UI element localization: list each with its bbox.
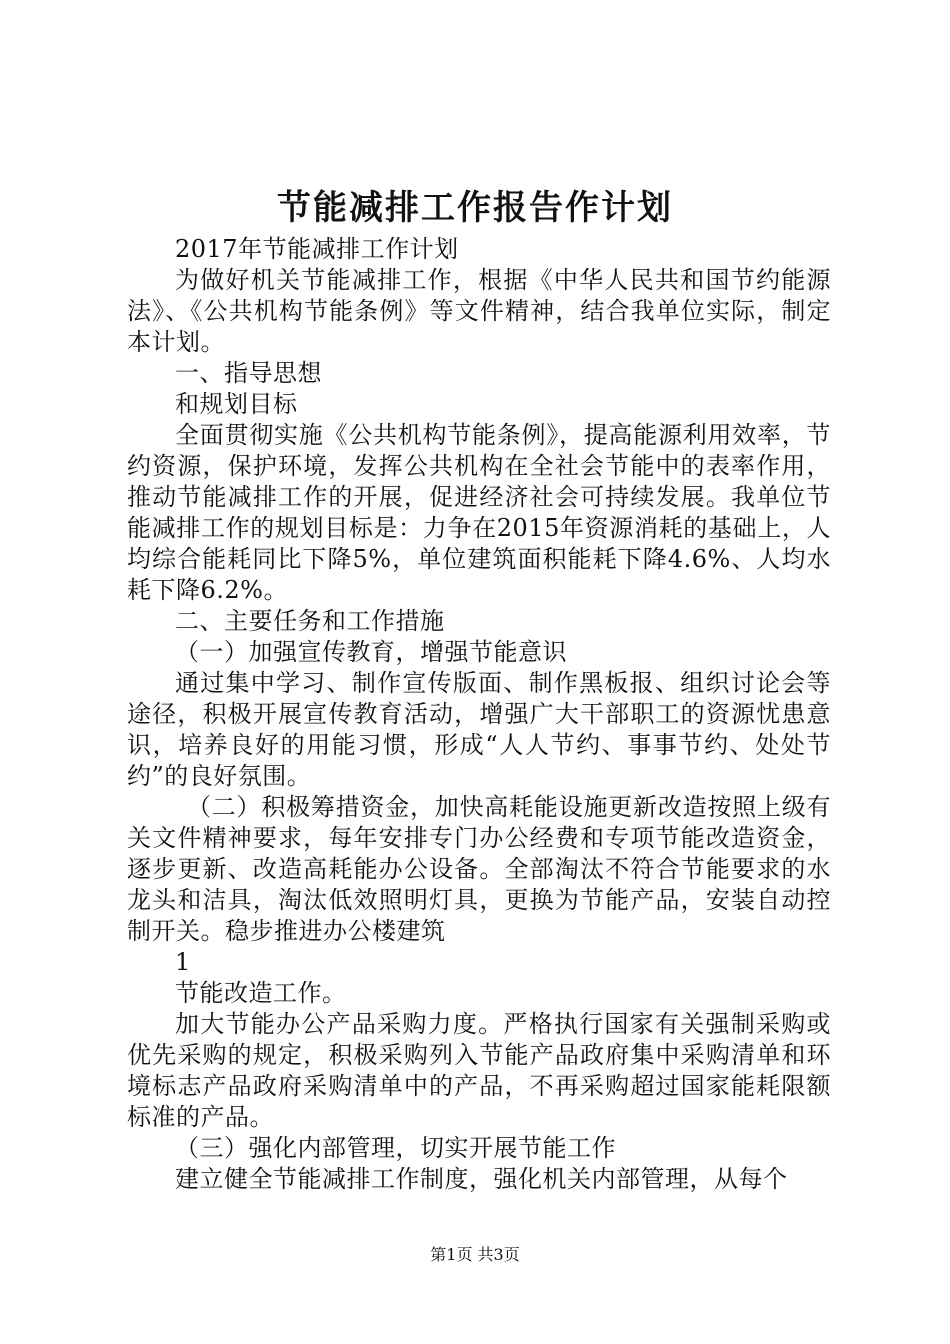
paragraph-internal-management: 建立健全节能减排工作制度，强化机关内部管理，从每个	[175, 1165, 788, 1193]
page-number-marker: 1	[175, 948, 191, 976]
subsection-heading-publicity: （一）加强宣传教育，增强节能意识	[175, 638, 567, 666]
subsection-heading-internal-management: （三）强化内部管理，切实开展节能工作	[175, 1134, 616, 1162]
paragraph-procurement: 加大节能办公产品采购力度。严格执行国家有关强制采购或优先采购的规定，积极采购列入节能产品政府集中采购清单和环境标志产品政府采购清单中的产品，不再采购超过国家能耗限额标准的产品。	[127, 1010, 831, 1131]
paragraph-plan-heading: 2017年节能减排工作计划	[175, 235, 459, 263]
paragraph-funding: （二）积极筹措资金，加快高耗能设施更新改造按照上级有关文件精神要求，每年安排专门办公经费和专项节能改造资金，逐步更新、改造高耗能办公设备。全部淘汰不符合节能要求的水龙头和洁具，淘汰低效照明灯具，更换为节能产品，安装自动控制开关。稳步推进办公楼建筑	[127, 793, 831, 945]
document-title: 节能减排工作报告作计划	[277, 188, 673, 228]
paragraph-retrofit: 节能改造工作。	[175, 979, 347, 1007]
paragraph-intro: 为做好机关节能减排工作，根据《中华人民共和国节约能源法》、《公共机构节能条例》等文件精神，结合我单位实际，制定本计划。	[127, 266, 831, 356]
section-heading-planning-goals: 和规划目标	[175, 390, 298, 418]
page-footer: 第1页 共3页	[430, 1245, 520, 1264]
paragraph-publicity: 通过集中学习、制作宣传版面、制作黑板报、组织讨论会等途径，积极开展宣传教育活动，增强广大干部职工的资源忧患意识，培养良好的用能习惯，形成“人人节约、事事节约、处处节约”的良好氛围。	[127, 669, 831, 790]
section-heading-main-tasks: 二、主要任务和工作措施	[175, 607, 445, 635]
document-body	[127, 234, 831, 1195]
paragraph-goals: 全面贯彻实施《公共机构节能条例》，提高能源利用效率，节约资源，保护环境，发挥公共机构在全社会节能中的表率作用，推动节能减排工作的开展，促进经济社会可持续发展。我单位节能减排工作的规划目标是：力争在2015年资源消耗的基础上，人均综合能耗同比下降5%，单位建筑面积能耗下降4.6%、人均水耗下降6.2%。	[127, 421, 831, 604]
section-heading-guiding-thought: 一、指导思想	[175, 359, 322, 387]
